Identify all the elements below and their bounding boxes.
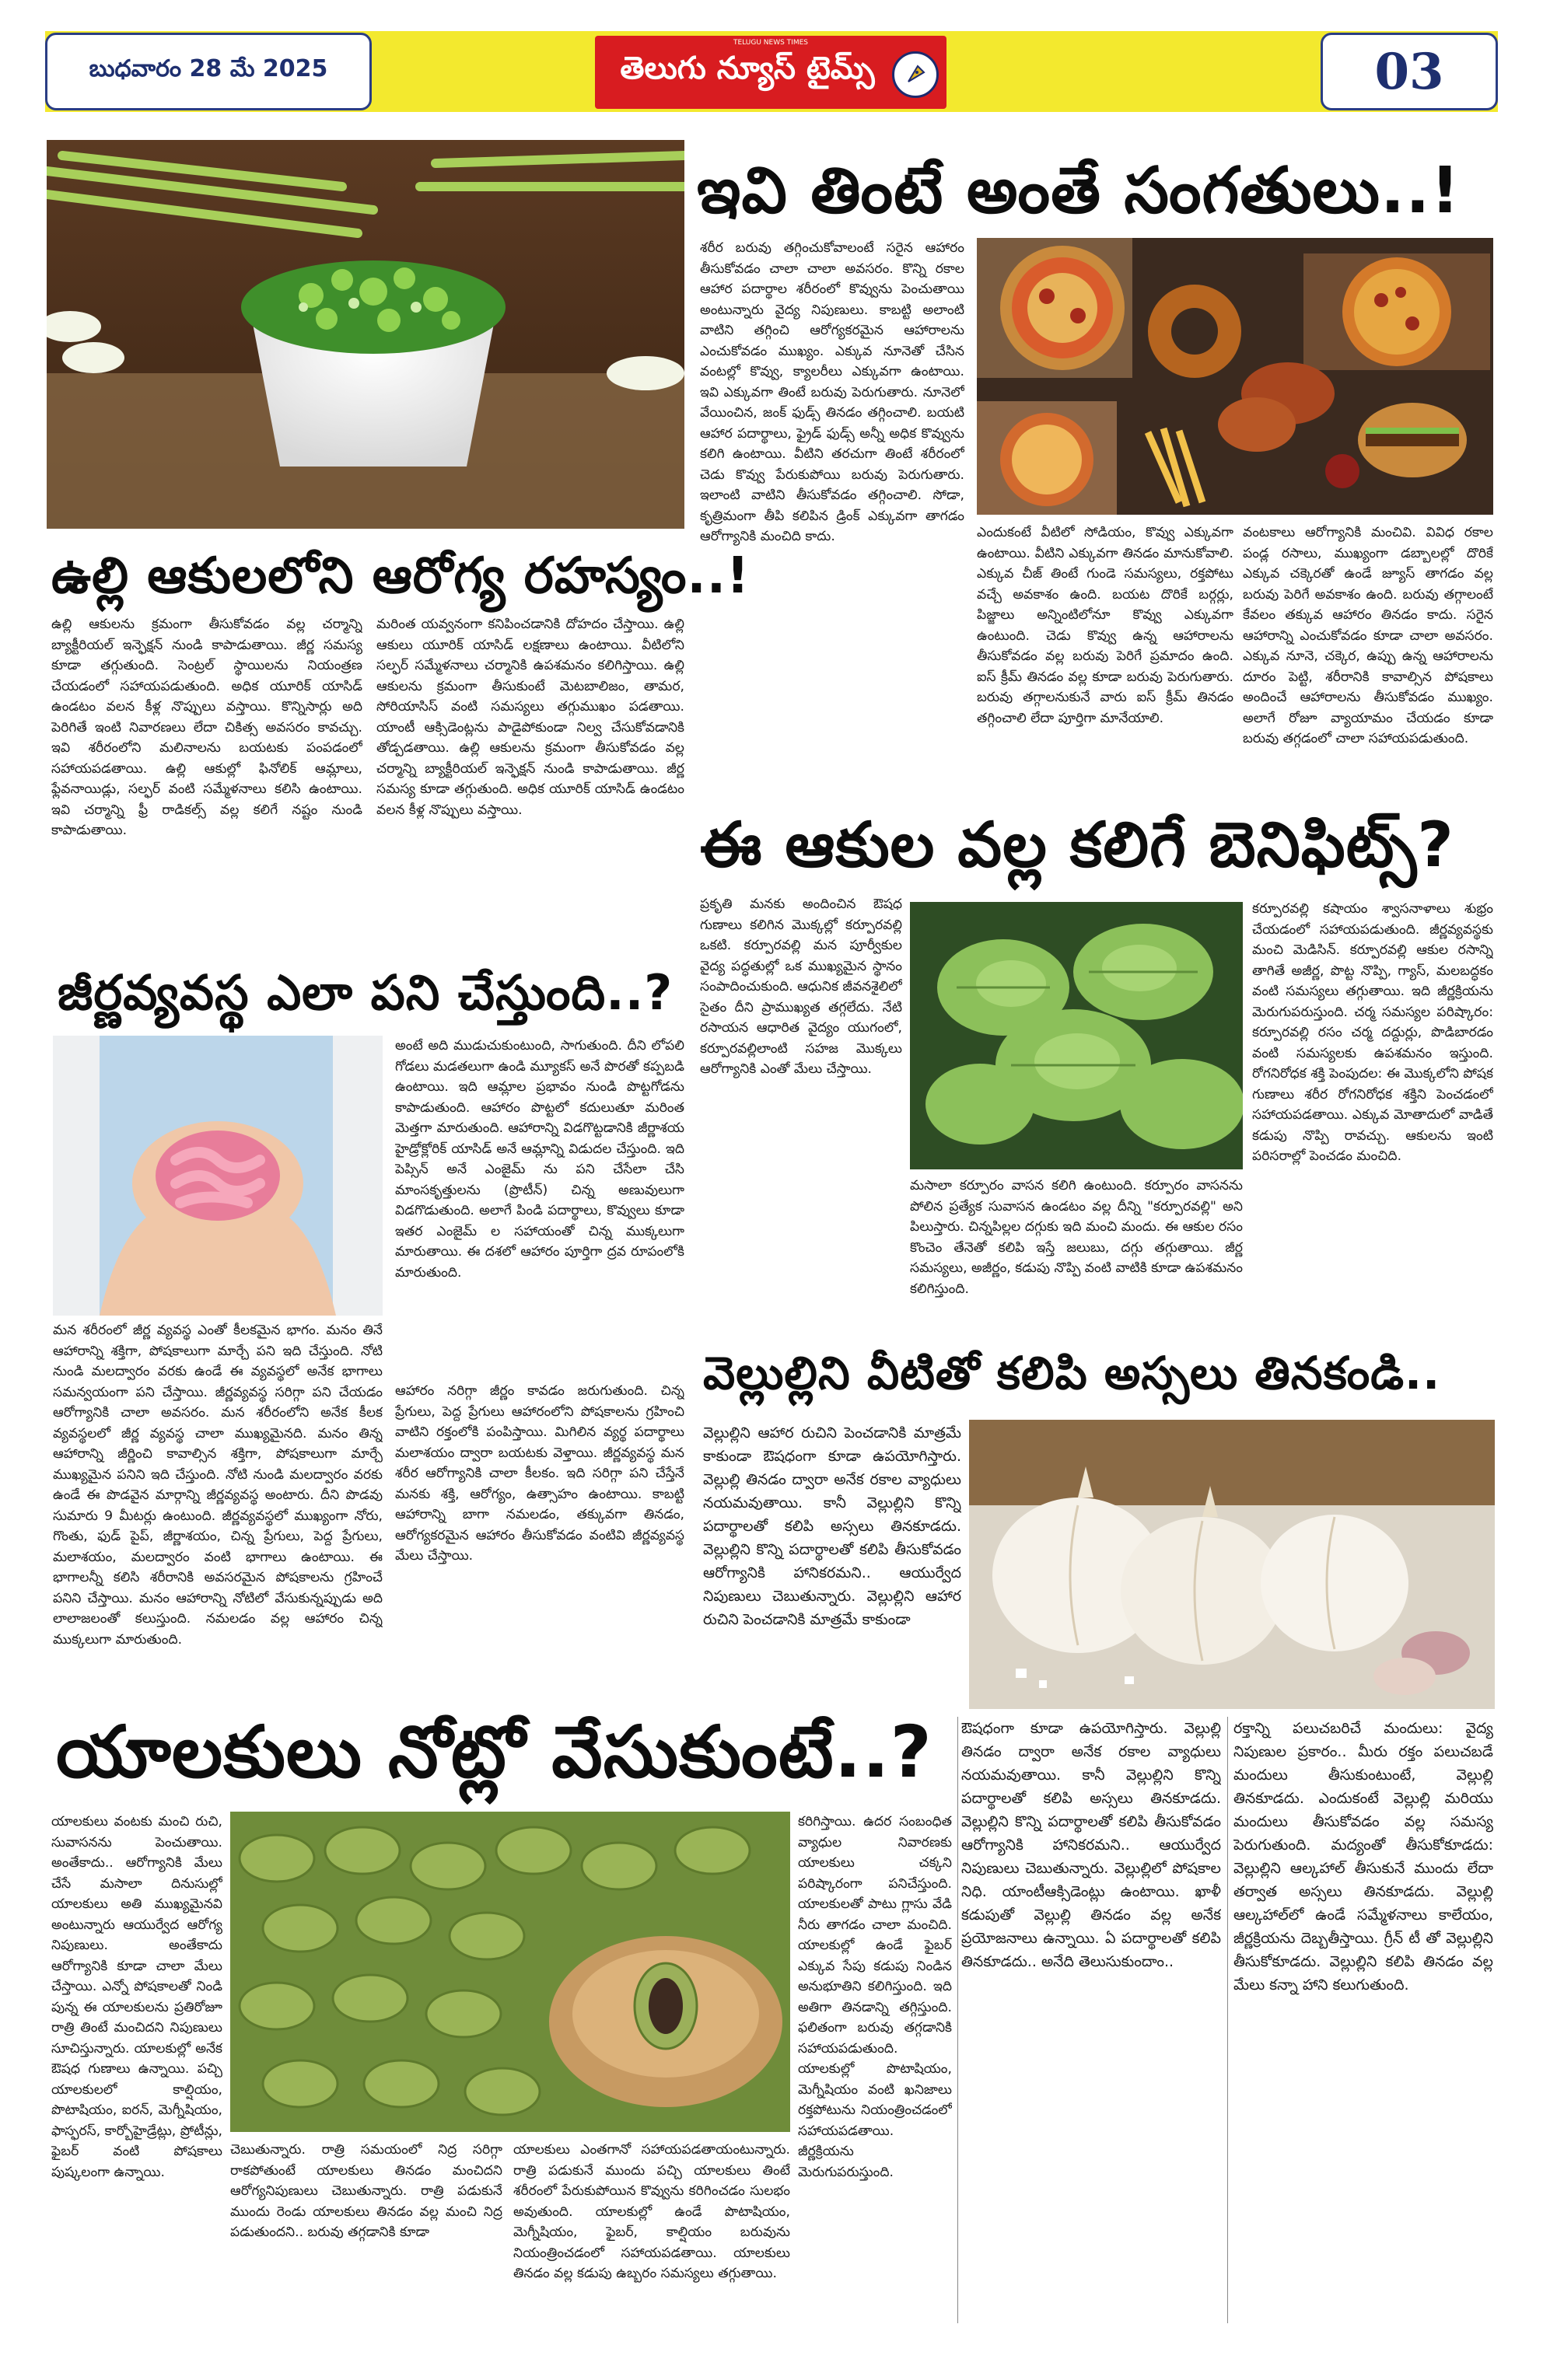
cardamom-photo: [230, 1812, 790, 2132]
digestion-col2: ఆహారం నరిగ్గా జీర్ణం కావడం జరుగుతుంది. చిన్న ప్రేగులు, పెద్ద ప్రేగులు ఆహారంలోని పోషకాలను గ్రహించి వాటిని రక్తంలోకి పంపిస్తాయి. మిగిలిన వ్యర్థ పదార్థాలు మలాశయం ద్వారా బయటకు వెళ్తాయి. జీర్ణవ్యవస్థ మన శరీర ఆరోగ్యానికి చాలా కీలకం. ఇది సరిగ్గా పని చేస్తేనే మనకు శక్తి, ఆరోగ్యం, ఉత్సాహం ఉంటాయి. కాబట్టి ఆహారాన్ని బాగా నమలడం, తక్కువగా తినడం, ఆరోగ్యకరమైన ఆహారం తీసుకోవడం వంటివి జీర్ణవ్యవస్థ మేలు చేస్తాయి.: [395, 1383, 684, 1564]
onion-leaves-col1: ఉల్లి ఆకులను క్రమంగా తీసుకోవడం వల్ల చర్మాన్ని బ్యాక్టీరియల్ ఇన్ఫెక్షన్ నుండి కాపాడుతాయి. జీర్ణ సమస్య కూడా తగ్గుతుంది. సెంట్రల్ స్థాయిలను నియంత్రణ చేయడంలో సహాయపడుతుంది. అధిక యూరిక్ యాసిడ్ ఉండటం వలన కీళ్ల నొప్పులు వస్తాయి. కొన్నిసార్లు అది పెరిగితే ఇంటి నివారణలు లేదా చికిత్స అవసరం కావచ్చు. ఇవి శరీరంలోని మలినాలను బయటకు పంపడంలో సహాయపడతాయి. ఉల్లి ఆకుల్లో ఫినోలిక్ ఆమ్లాలు, ఫ్లేవనాయిడ్లు, సల్ఫర్ వంటి సమ్మేళనాలు కలిసి ఉంటాయి. ఇవి చర్మాన్ని ఫ్రీ రాడికల్స్ వల్ల కలిగే నష్టం నుండి కాపాడుతాయి.: [51, 617, 362, 838]
junk-food-photo: [977, 238, 1493, 515]
junk-food-col1: శరీర బరువు తగ్గించుకోవాలంటే సరైన ఆహారం తీసుకోవడం చాలా చాలా అవసరం. కొన్ని రకాల ఆహార పదార్థాల శరీరంలో కొవ్వును పెంచుతాయి అంటున్నారు వైద్య నిపుణులు. కాబట్టి అలాంటి వాటిని తగ్గించి ఆరోగ్యకరమైన ఆహారాలను ఎంచుకోవడం ముఖ్యం. ఎక్కువ నూనెతో చేసిన వంటల్లో కొవ్వు, క్యాలరీలు ఎక్కువగా ఉంటాయి. ఇవి ఎక్కువగా తింటే బరువు పెరుగుతారు. నూనెలో వేయించిన, జంక్ ఫుడ్స్ తినడం తగ్గించాలి. బయటి ఆహార పదార్థాలు, ఫ్రైడ్ ఫుడ్స్ అన్నీ అధిక కొవ్వును కలిగి ఉంటాయి. వీటిని తరచుగా తింటే శరీరంలో చెడు కొవ్వు పేరుకుపోయి బరువు పెరుగుతారు. ఇలాంటి వాటిని తీసుకోవడం తగ్గించాలి. సోడా, కృత్రిమంగా తీపి కలిపిన డ్రింక్ ఎక్కువగా తాగడం ఆరోగ్యానికి మంచిది కాదు.: [700, 240, 964, 544]
cardamom-headline: యాలకులు నోట్లో వేసుకుంటే..?: [56, 1711, 932, 1794]
digestion-headline: జీర్ణవ్యవస్థ ఎలా పని చేస్తుంది..?: [58, 964, 674, 1021]
newspaper-logo: [595, 36, 946, 109]
spring-onion-photo: [47, 140, 684, 529]
cardamom-col2: కరిగిస్తాయి. ఉదర సంబంధిత వ్యాధుల నివారణకు యాలకులు చక్కని పరిష్కారంగా పనిచేస్తుంది. యాలకులతో పాటు గ్లాసు వేడి నీరు తాగడం చాలా మంచిది. యాలకుల్లో ఉండే ఫైబర్ ఎక్కువ సేపు కడుపు నిండిన అనుభూతిని కలిగిస్తుంది. ఇది అతిగా తినడాన్ని తగ్గిస్తుంది. ఫలితంగా బరువు తగ్గడానికి సహాయపడుతుంది. యాలకుల్లో పొటాషియం, మెగ్నీషియం వంటి ఖనిజాలు రక్తపోటును నియంత్రించడంలో సహాయపడతాయి. జీర్ణక్రియను మెరుగుపరుస్తుంది.: [798, 1814, 952, 2180]
herbs-headline: ఈ ఆకుల వల్ల కలిగే బెనిఫిట్స్?: [700, 809, 1454, 881]
onion-leaves-headline: ఉల్లి ఆకులలోని ఆరోగ్య రహస్యం..!: [51, 547, 751, 605]
garlic-col3: రక్తాన్ని పలుచబరిచే మందులు: వైద్య నిపుణుల ప్రకారం.. మీరు రక్తం పలుచబడే మందులు తీసుకుంటుంటే, వెల్లుల్లి తినకూడదు. ఎందుకంటే వెల్లుల్లి మరియు మందులు తీసుకోవడం వల్ల సమస్య పెరుగుతుంది. మద్యంతో తీసుకోకూడదు: వెల్లుల్లిని ఆల్కహాల్ తీసుకునే ముందు లేదా తర్వాత అస్సలు తినకూడదు. వెల్లుల్లి ఆల్కహాల్‌లో ఉండే సమ్మేళనాలు కాలేయం, జీర్ణక్రియను దెబ్బతీస్తాయి. గ్రీన్ టీ తో వెల్లుల్లిని తీసుకోకూడదు. వెల్లుల్లిని కలిపి తినడం వల్ల మేలు కన్నా హాని కలుగుతుంది.: [1233, 1720, 1493, 1994]
column-divider: [957, 1717, 958, 2323]
garlic-col1: వెల్లుల్లిని ఆహార రుచిని పెంచడానికి మాత్రమే కాకుండా ఔషధంగా కూడా ఉపయోగిస్తారు. వెల్లుల్లి తినడం ద్వారా అనేక రకాల వ్యాధులు నయమవుతాయి. కానీ వెల్లుల్లిని కొన్ని పదార్థాలతో కలిపి అస్సలు తినకూడదు. వెల్లుల్లిని కొన్ని పదార్థాలతో కలిపి తీసుకోవడం ఆరోగ్యానికి హానికరమని.. ఆయుర్వేద నిపుణులు చెబుతున్నారు. వెల్లుల్లిని ఆహార రుచిని పెంచడానికి మాత్రమే కాకుండా: [703, 1424, 961, 1628]
onion-leaves-col2: మరింత యవ్వనంగా కనిపించడానికి దోహదం చేస్తాయి. ఉల్లి ఆకులు యూరిక్ యాసిడ్ లక్షణాలు ఉంటాయి. వీటిలోని సల్ఫర్ సమ్మేళనాలు చర్మానికి ఉపశమనం కలిగిస్తాయి. ఉల్లి ఆకులను క్రమంగా తీసుకుంటే మెటబాలిజం, తామర, సోరియాసిస్ వంటి సమస్యలు తగ్గుముఖం పడతాయి. యాంటీ ఆక్సిడెంట్లను పాడైపోకుండా నిల్వ చేసుకోవడానికి తోడ్పడతాయి. ఉల్లి ఆకులను క్రమంగా తీసుకోవడం వల్ల చర్మాన్ని బ్యాక్టీరియల్ ఇన్ఫెక్షన్ నుండి కాపాడుతాయి. జీర్ణ సమస్య కూడా తగ్గుతుంది. అధిక యూరిక్ యాసిడ్ ఉండటం వలన కీళ్ల నొప్పులు వస్తాయి.: [376, 617, 684, 818]
garlic-photo: [969, 1420, 1495, 1709]
junk-food-col2: ఎందుకంటే వీటిలో సోడియం, కొవ్వు ఎక్కువగా ఉంటాయి. వీటిని ఎక్కువగా తినడం మానుకోవాలి. ఎక్కువ చీజ్ తింటే గుండె సమస్యలు, రక్తపోటు వచ్చే అవకాశం ఉంది. బయట దొరికే బర్గర్లు, పిజ్జాలు అన్నింటిలోనూ కొవ్వు ఎక్కువగా ఉంటుంది. చెడు కొవ్వు ఉన్న ఆహారాలను తీసుకోవడం వల్ల బరువు పెరిగే ప్రమాదం ఉంది. ఐస్ క్రీమ్ తినడం వల్ల కూడా బరువు పెరుగుతారు. బరువు తగ్గాలనుకునే వారు ఐస్ క్రీమ్ తినడం తగ్గించాలి లేదా పూర్తిగా మానేయాలి.: [977, 525, 1233, 726]
cardamom-bottom2: యాలకులు ఎంతగానో సహాయపడతాయంటున్నారు. రాత్రి పడుకునే ముందు పచ్చి యాలకులు తింటే శరీరంలో పేరుకుపోయిన కొవ్వును కరిగించడం సులభం అవుతుంది. యాలకుల్లో ఉండే పొటాషియం, మెగ్నీషియం, ఫైబర్, కాల్షియం బరువును నియంత్రించడంలో సహాయపడతాయి. యాలకులు తినడం వల్ల కడుపు ఉబ్బరం సమస్యలు తగ్గుతాయి.: [513, 2142, 790, 2281]
herbs-col3: కర్పూరవల్లి కషాయం శ్వాసనాళాలు శుభ్రం చేయడంలో సహాయపడుతుంది. జీర్ణవ్యవస్థకు మంచి మెడిసిన్. కర్పూరవల్లి ఆకుల రసాన్ని తాగితే అజీర్ణ, పొట్ట నొప్పి, గ్యాస్, మలబద్ధకం వంటి సమస్యలు తగ్గుతాయి. ఇది జీర్ణక్రియను మెరుగుపరుస్తుంది. చర్మ సమస్యల పరిష్కారం: కర్పూరవల్లి రసం చర్మ దద్దుర్లు, పొడిబారడం వంటి సమస్యలకు ఉపశమనం ఇస్తుంది. రోగనిరోధక శక్తి పెంపుదల: ఈ మొక్కలోని పోషక గుణాలు శరీర రోగనిరోధక శక్తిని పెంచడంలో సహాయపడతాయి. ఎక్కువ మోతాదులో వాడితే కడుపు నొప్పి రావచ్చు. ఆకులను ఇంటి పరిసరాల్లో పెంచడం మంచిది.: [1252, 901, 1493, 1164]
herb-leaves-photo: [910, 902, 1243, 1169]
pen-nib-icon: [892, 51, 939, 98]
issue-date: బుధవారం 28 మే 2025: [89, 55, 328, 82]
logo-title: తెలుగు న్యూస్ టైమ్స్: [620, 51, 875, 86]
logo-small-text: TELUGU NEWS TIMES: [733, 39, 808, 47]
herbs-caption: మసాలా కర్పూరం వాసన కలిగి ఉంటుంది. కర్పూరం వాసనను పోలిన ప్రత్యేక సువాసన ఉండటం వల్ల దీన్ని "కర్పూరవల్లి" అని పిలుస్తారు. చిన్నపిల్లల దగ్గుకు ఇది మంచి మందు. ఈ ఆకుల రసం కొంచెం తేనెతో కలిపి ఇస్తే జలుబు, దగ్గు తగ్గుతాయి. జీర్ణ సమస్యలు, అజీర్ణం, కడుపు నొప్పి వంటి వాటికి కూడా ఉపశమనం కలిగిస్తుంది.: [910, 1178, 1243, 1297]
digestion-side-column: అంటే అది ముడుచుకుంటుంది, సాగుతుంది. దీని లోపలి గోడలు మడతలుగా ఉండి మ్యూకస్ అనే పొరతో కప్పబడి ఉంటాయి. ఇది ఆమ్లాల ప్రభావం నుండి పొట్టగోడను కాపాడుతుంది. ఆహారం పొట్టలో కదులుతూ మరింత మెత్తగా మారుతుంది. ఆహారాన్ని విడగొట్టడానికి జీర్ణాశయ హైడ్రోక్లోరిక్ యాసిడ్ అనే ఆమ్లాన్ని విడుదల చేస్తుంది. ఇది పెప్సిన్ అనే ఎంజైమ్ ను పని చేసేలా చేసి మాంసకృత్తులను (ప్రొటీన్) చిన్న అణువులుగా విడగొడుతుంది. అలాగే పిండి పదార్థాలు, కొవ్వులు కూడా ఇతర ఎంజైమ్ ల సహాయంతో చిన్న ముక్కలుగా మారుతాయి. ఈ దశలో ఆహారం పూర్తిగా ద్రవ రూపంలోకి మారుతుంది.: [395, 1038, 684, 1281]
cardamom-col1: యాలకులు వంటకు మంచి రుచి, సువాసనను పెంచుతాయి. అంతేకాదు.. ఆరోగ్యానికి మేలు చేసే మసాలా దినుసుల్లో యాలకులు అతి ముఖ్యమైనవి అంటున్నారు ఆయుర్వేద ఆరోగ్య నిపుణులు. అంతేకాదు ఆరోగ్యానికి కూడా చాలా మేలు చేస్తాయి. ఎన్నో పోషకాలతో నిండి పున్న ఈ యాలకులను ప్రతిరోజూ రాత్రి తింటే మంచిదని నిపుణులు సూచిస్తున్నారు. యాలకుల్లో అనేక ఔషధ గుణాలు ఉన్నాయి. పచ్చి యాలకులలో కాల్షియం, పొటాషియం, ఐరన్, మెగ్నీషియం, ఫాస్ఫరస్, కార్బోహైడ్రేట్లు, ప్రోటీన్లు, ఫైబర్ వంటి పోషకాలు పుష్కలంగా ఉన్నాయి.: [51, 1814, 222, 2180]
cardamom-bottom1: చెబుతున్నారు. రాత్రి సమయంలో నిద్ర సరిగ్గా రాకపోతుంటే యాలకులు తినడం మంచిదని ఆరోగ్యనిపుణులు చెబుతున్నారు. రాత్రి పడుకునే ముందు రెండు యాలకులు తినడం వల్ల మంచి నిద్ర పడుతుందని.. బరువు తగ్గడానికి కూడా: [230, 2142, 502, 2240]
junk-food-col3: వంటకాలు ఆరోగ్యానికి మంచివి. వివిధ రకాల పండ్ల రసాలు, ముఖ్యంగా డబ్బాలల్లో దొరికే ఎక్కువ చక్కెరతో ఉండే జ్యూస్ తాగడం వల్ల బరువు పెరిగే అవకాశం ఉంది. బరువు తగ్గాలంటే కేవలం తక్కువ ఆహారం తినడం కాదు. సరైన ఆహారాన్ని ఎంచుకోవడం కూడా చాలా అవసరం. ఎక్కువ నూనె, చక్కెర, ఉప్పు ఉన్న ఆహారాలను దూరం పెట్టి, శరీరానికి కావాల్సిన పోషకాలు అందించే ఆహారాలను తీసుకోవడం ముఖ్యం. అలాగే రోజూ వ్యాయామం చేయడం కూడా బరువు తగ్గడంలో చాలా సహాయపడుతుంది.: [1243, 525, 1493, 746]
junk-food-headline: ఇవి తింటే అంతే సంగతులు..!: [697, 154, 1461, 228]
garlic-headline: వెల్లుల్లిని వీటితో కలిపి అస్సలు తినకండి..: [703, 1347, 1441, 1400]
digestive-system-photo: [53, 1036, 383, 1316]
page-number-box: [1321, 33, 1498, 110]
column-divider: [1227, 1717, 1228, 2323]
digestion-main-column: మన శరీరంలో జీర్ణ వ్యవస్థ ఎంతో కీలకమైన భాగం. మనం తినే ఆహారాన్ని శక్తిగా, పోషకాలుగా మార్చే పని ఇది చేస్తుంది. నోటి నుండి మలద్వారం వరకు ఉండే ఈ వ్యవస్థలో అనేక భాగాలు సమన్వయంగా పని చేస్తాయి. జీర్ణవ్యవస్థ సరిగ్గా పని చేయడం ఆరోగ్యానికి చాలా అవసరం. మన శరీరంలోని అనేక కీలక వ్యవస్థలలో జీర్ణ వ్యవస్థ చాలా ముఖ్యమైనది. మనం తిన్న ఆహారాన్ని జీర్ణించి కావాల్సిన శక్తిగా, పోషకాలుగా మార్చే ముఖ్యమైన పనిని ఇది చేస్తుంది. నోటి నుండి మలద్వారం వరకు ఉండే ఈ పొడవైన మార్గాన్ని జీర్ణవ్యవస్థ అంటారు. దీని పొడవు సుమారు 9 మీటర్లు ఉంటుంది. జీర్ణవ్యవస్థలో ముఖ్యంగా నోరు, గొంతు, ఫుడ్ పైప్, జీర్ణాశయం, చిన్న ప్రేగులు, పెద్ద ప్రేగులు, మలాశయం, మలద్వారం వంటి భాగాలు ఉంటాయి. ఈ భాగాలన్నీ కలిసి శరీరానికి అవసరమైన పోషకాలను గ్రహించే పనిని చేస్తాయి. మనం ఆహారాన్ని నోటిలో వేసుకున్నప్పుడు అది లాలాజలంతో కలుస్తుంది. నమలడం వల్ల ఆహారం చిన్న ముక్కలుగా మారుతుంది.: [53, 1323, 383, 1648]
herbs-col1: ప్రకృతి మనకు అందించిన ఔషధ గుణాలు కలిగిన మొక్కల్లో కర్పూరవల్లి ఒకటి. కర్పూరవల్లి మన పూర్వీకుల వైద్య పద్ధతుల్లో ఒక ముఖ్యమైన స్థానం సంపాదించుకుంది. ఆధునిక జీవనశైలిలో సైతం దీని ప్రాముఖ్యత తగ్గలేదు. నేటి రసాయన ఆధారిత వైద్యం యుగంలో, కర్పూరవల్లిలాంటి సహజ మొక్కలు ఆరోగ్యానికి ఎంతో మేలు చేస్తాయి.: [700, 896, 902, 1077]
date-box: [45, 33, 372, 110]
garlic-col2: ఔషధంగా కూడా ఉపయోగిస్తారు. వెల్లుల్లి తినడం ద్వారా అనేక రకాల వ్యాధులు నయమవుతాయి. కానీ వెల్లుల్లిని కొన్ని పదార్థాలతో కలిపి అస్సలు తినకూడదు. వెల్లుల్లిని కొన్ని పదార్థాలతో కలిపి తీసుకోవడం ఆరోగ్యానికి హానికరమని.. ఆయుర్వేద నిపుణులు చెబుతున్నారు. వెల్లుల్లిలో పోషకాల నిధి. యాంటీఆక్సిడెంట్లు ఉంటాయి. ఖాళీ కడుపుతో వెల్లుల్లి తినడం వల్ల అనేక ప్రయోజనాలు ఉన్నాయి. ఏ పదార్థాలతో కలిపి తినకూడదు.. అనేది తెలుసుకుందాం..: [961, 1720, 1221, 1970]
page-number: 03: [1374, 42, 1444, 101]
